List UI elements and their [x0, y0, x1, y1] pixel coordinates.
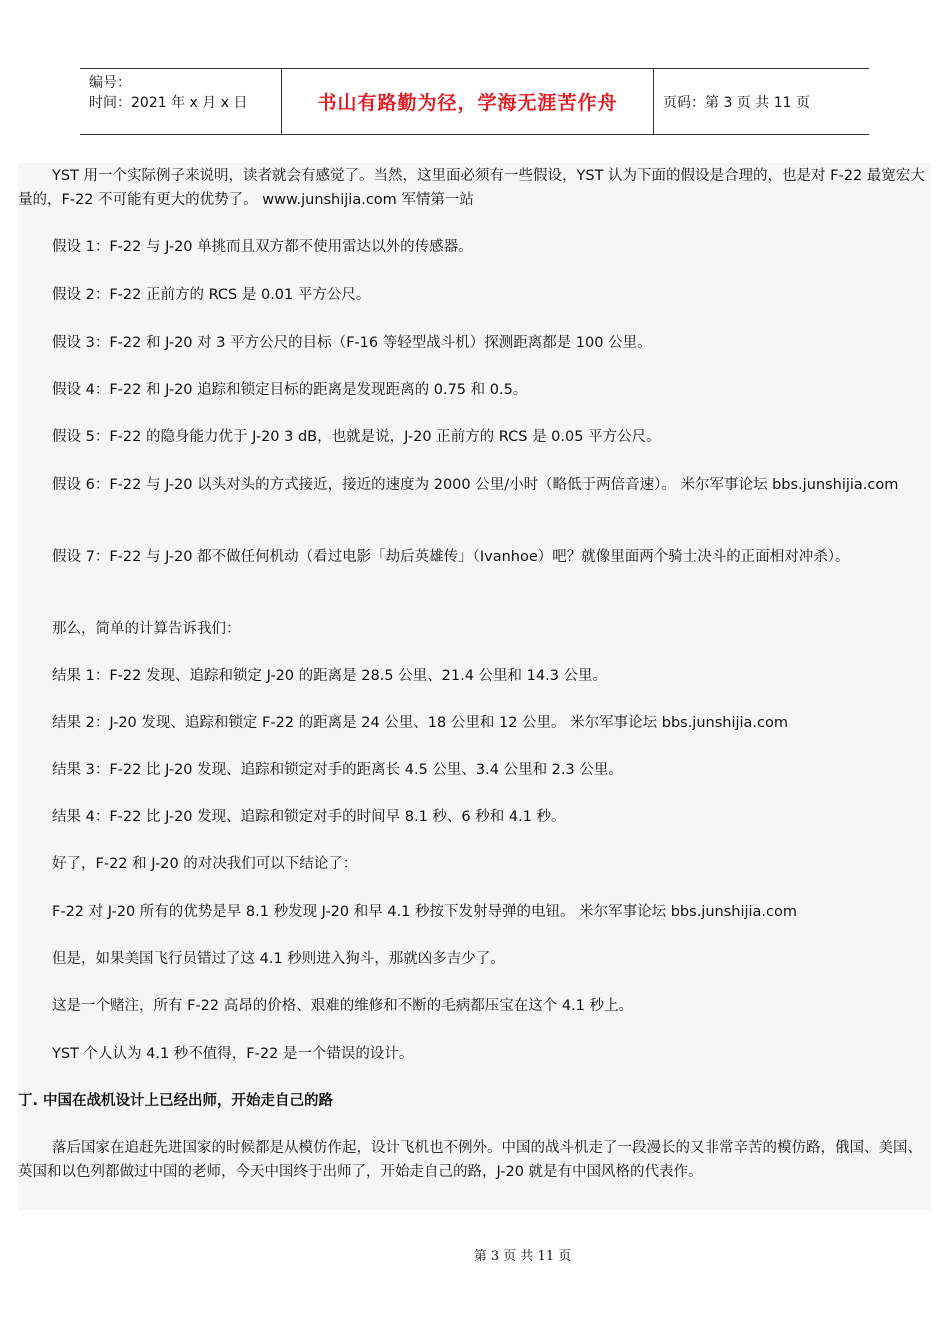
assumption-5: 假设 5：F-22 的隐身能力优于 J-20 3 dB，也就是说，J-20 正前方的 RCS 是 0.05 平方公尺。	[52, 429, 661, 445]
page-header	[80, 68, 869, 135]
header-meta	[80, 69, 281, 134]
assumption-3: 假设 3：F-22 和 J-20 对 3 平方公尺的目标（F-16 等轻型战斗机）探测距离都是 100 公里。	[52, 335, 652, 351]
page-footer: 第 3 页 共 11 页	[473, 1249, 572, 1264]
header-motto: 书山有路勤为径，学海无涯苦作舟	[281, 69, 654, 134]
body-paragraph: 好了，F-22 和 J-20 的对决我们可以下结论了：	[52, 856, 358, 872]
section-heading: 丁. 中国在战机设计上已经出师，开始走自己的路	[18, 1093, 334, 1109]
body-paragraph: 落后国家在追赶先进国家的时候都是从模仿作起，设计飞机也不例外。中国的战斗机走了一段漫长的又非常辛苦的模仿路，俄国、美国、英国和以色列都做过中国的老师，今天中国终于出师了，开始走自己的路，J-20 就是有中国风格的代表作。	[18, 1140, 922, 1180]
assumption-7: 假设 7：F-22 与 J-20 都不做任何机动（看过电影「劫后英雄传」（Ivanhoe）吧？就像里面两个骑士决斗的正面相对冲杀）。	[52, 549, 850, 565]
result-3: 结果 3：F-22 比 J-20 发现、追踪和锁定对手的距离长 4.5 公里、3.4 公里和 2.3 公里。	[52, 762, 623, 778]
body-paragraph: 但是，如果美国飞行员错过了这 4.1 秒则进入狗斗，那就凶多吉少了。	[52, 951, 505, 967]
assumption-1: 假设 1：F-22 与 J-20 单挑而且双方都不使用雷达以外的传感器。	[52, 239, 473, 255]
doc-number-label: 编号：	[89, 75, 131, 91]
assumption-4: 假设 4：F-22 和 J-20 追踪和锁定目标的距离是发现距离的 0.75 和 0.5。	[52, 382, 528, 398]
body-paragraph: YST 个人认为 4.1 秒不值得，F-22 是一个错误的设计。	[52, 1046, 414, 1062]
result-1: 结果 1：F-22 发现、追踪和锁定 J-20 的距离是 28.5 公里、21.4 公里和 14.3 公里。	[52, 668, 608, 684]
body-paragraph: F-22 对 J-20 所有的优势是早 8.1 秒发现 J-20 和早 4.1 秒按下发射导弹的电钮。 米尔军事论坛 bbs.junshijia.com	[52, 904, 797, 920]
body-paragraph: YST 用一个实际例子来说明，读者就会有感觉了。当然，这里面必须有一些假设，YST 认为下面的假设是合理的，也是对 F-22 最宽宏大量的，F-22 不可能有更大的优势了。 www.junshijia.com 军情第一站	[18, 168, 925, 208]
doc-date-label: 时间：2021 年 x 月 x 日	[89, 95, 248, 111]
body-paragraph: 那么，简单的计算告诉我们：	[52, 621, 241, 637]
assumption-6: 假设 6：F-22 与 J-20 以头对头的方式接近，接近的速度为 2000 公里/小时（略低于两倍音速）。 米尔军事论坛 bbs.junshijia.com	[52, 477, 899, 493]
result-2: 结果 2：J-20 发现、追踪和锁定 F-22 的距离是 24 公里、18 公里和 12 公里。 米尔军事论坛 bbs.junshijia.com	[52, 715, 789, 731]
document-body	[18, 163, 931, 1210]
body-paragraph: 这是一个赌注，所有 F-22 高昂的价格、艰难的维修和不断的毛病都压宝在这个 4.1 秒上。	[52, 998, 634, 1014]
header-page-label: 页码：第 3 页 共 11 页	[663, 94, 810, 111]
assumption-2: 假设 2：F-22 正前方的 RCS 是 0.01 平方公尺。	[52, 287, 371, 303]
result-4: 结果 4：F-22 比 J-20 发现、追踪和锁定对手的时间早 8.1 秒、6 秒和 4.1 秒。	[52, 809, 566, 825]
